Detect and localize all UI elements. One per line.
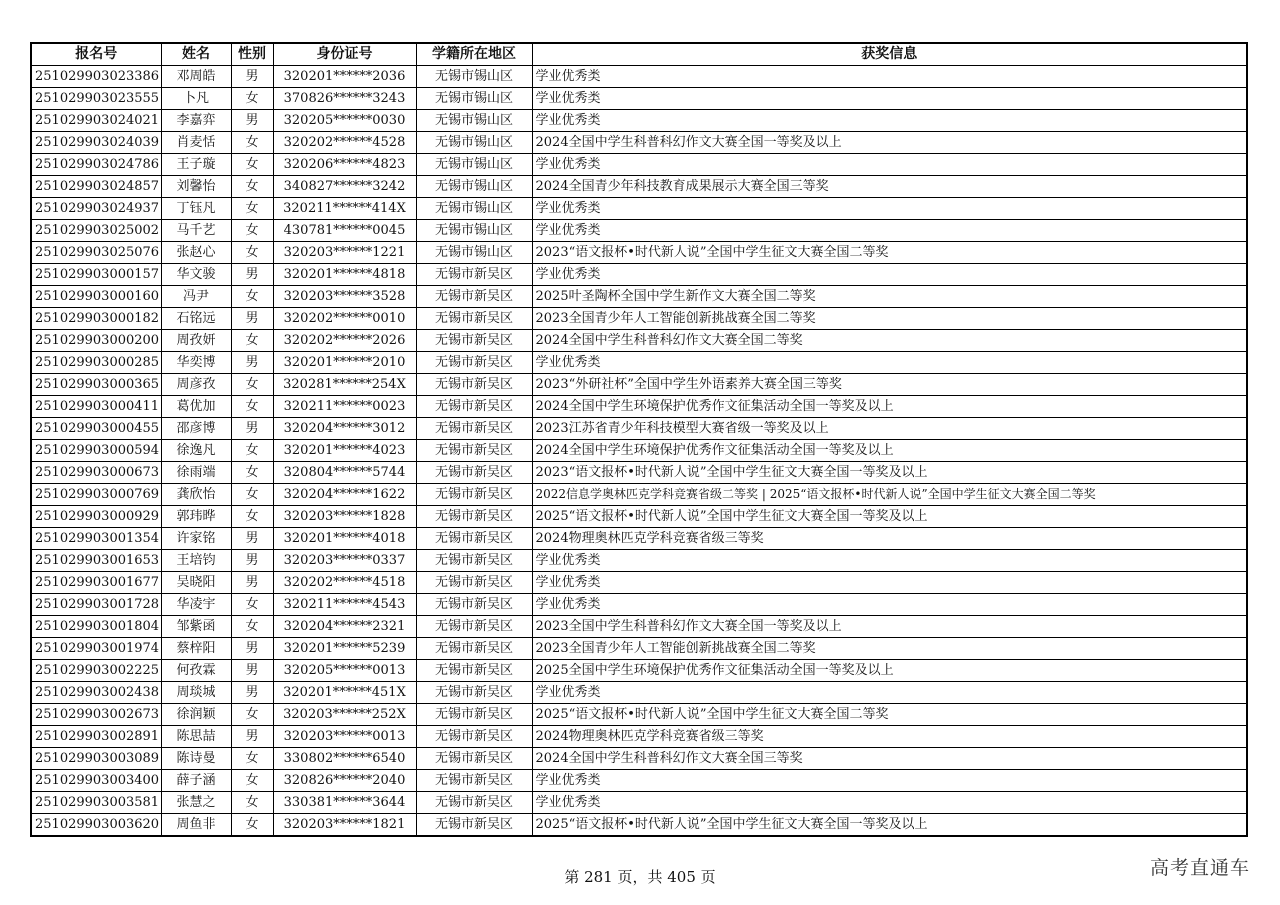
- name-cell: 华奕博: [161, 352, 231, 374]
- gender-cell: 女: [231, 198, 273, 220]
- header-region: 学籍所在地区: [416, 43, 532, 66]
- region-cell: 无锡市新吴区: [416, 594, 532, 616]
- id-card-cell: 320204******2321: [273, 616, 416, 638]
- name-cell: 徐雨端: [161, 462, 231, 484]
- name-cell: 肖麦恬: [161, 132, 231, 154]
- registration-number-cell: 251029903025002: [31, 220, 161, 242]
- id-card-cell: 320202******2026: [273, 330, 416, 352]
- gender-cell: 男: [231, 418, 273, 440]
- gender-cell: 女: [231, 616, 273, 638]
- region-cell: 无锡市新吴区: [416, 264, 532, 286]
- region-cell: 无锡市新吴区: [416, 396, 532, 418]
- registration-number-cell: 251029903003620: [31, 814, 161, 837]
- award-info-cell: 2025“语文报杯•时代新人说”全国中学生征文大赛全国一等奖及以上: [532, 814, 1247, 837]
- gender-cell: 女: [231, 484, 273, 506]
- region-cell: 无锡市新吴区: [416, 770, 532, 792]
- registration-number-cell: 251029903024786: [31, 154, 161, 176]
- id-card-cell: 320202******0010: [273, 308, 416, 330]
- registration-number-cell: 251029903000455: [31, 418, 161, 440]
- name-cell: 李嘉弈: [161, 110, 231, 132]
- id-card-cell: 430781******0045: [273, 220, 416, 242]
- region-cell: 无锡市新吴区: [416, 682, 532, 704]
- gender-cell: 女: [231, 286, 273, 308]
- name-cell: 郭玮晔: [161, 506, 231, 528]
- id-card-cell: 320206******4823: [273, 154, 416, 176]
- gender-cell: 女: [231, 814, 273, 837]
- table-row: [31, 352, 1247, 374]
- region-cell: 无锡市新吴区: [416, 418, 532, 440]
- award-info-cell: 2024全国中学生科普科幻作文大赛全国二等奖: [532, 330, 1247, 352]
- registration-number-cell: 251029903023386: [31, 66, 161, 88]
- id-card-cell: 320202******4528: [273, 132, 416, 154]
- roster-sheet: [30, 42, 1246, 837]
- gender-cell: 女: [231, 396, 273, 418]
- name-cell: 周琰城: [161, 682, 231, 704]
- id-card-cell: 320203******0013: [273, 726, 416, 748]
- name-cell: 许家铭: [161, 528, 231, 550]
- table-row: [31, 528, 1247, 550]
- registration-number-cell: 251029903000411: [31, 396, 161, 418]
- award-info-cell: 2024物理奥林匹克学科竞赛省级三等奖: [532, 528, 1247, 550]
- region-cell: 无锡市新吴区: [416, 506, 532, 528]
- id-card-cell: 320211******4543: [273, 594, 416, 616]
- region-cell: 无锡市新吴区: [416, 704, 532, 726]
- registration-number-cell: 251029903000673: [31, 462, 161, 484]
- table-row: [31, 396, 1247, 418]
- name-cell: 陈思喆: [161, 726, 231, 748]
- gender-cell: 男: [231, 638, 273, 660]
- registration-number-cell: 251029903024857: [31, 176, 161, 198]
- gender-cell: 女: [231, 374, 273, 396]
- region-cell: 无锡市锡山区: [416, 66, 532, 88]
- registration-number-cell: 251029903001804: [31, 616, 161, 638]
- table-row: [31, 198, 1247, 220]
- id-card-cell: 320202******4518: [273, 572, 416, 594]
- id-card-cell: 320281******254X: [273, 374, 416, 396]
- name-cell: 华文骏: [161, 264, 231, 286]
- registration-number-cell: 251029903001677: [31, 572, 161, 594]
- id-card-cell: 320205******0030: [273, 110, 416, 132]
- registration-number-cell: 251029903003089: [31, 748, 161, 770]
- name-cell: 徐逸凡: [161, 440, 231, 462]
- registration-number-cell: 251029903024021: [31, 110, 161, 132]
- award-info-cell: 2023“外研社杯”全国中学生外语素养大赛全国三等奖: [532, 374, 1247, 396]
- name-cell: 刘馨怡: [161, 176, 231, 198]
- gender-cell: 男: [231, 352, 273, 374]
- gender-cell: 男: [231, 308, 273, 330]
- gender-cell: 女: [231, 770, 273, 792]
- name-cell: 何孜霖: [161, 660, 231, 682]
- gender-cell: 男: [231, 66, 273, 88]
- table-row: [31, 814, 1247, 837]
- name-cell: 马千艺: [161, 220, 231, 242]
- gender-cell: 女: [231, 330, 273, 352]
- id-card-cell: 320203******1821: [273, 814, 416, 837]
- award-info-cell: 学业优秀类: [532, 550, 1247, 572]
- id-card-cell: 330802******6540: [273, 748, 416, 770]
- table-row: [31, 154, 1247, 176]
- registration-number-cell: 251029903000160: [31, 286, 161, 308]
- table-row: [31, 682, 1247, 704]
- award-info-cell: 2022信息学奥林匹克学科竞赛省级二等奖 | 2025“语文报杯•时代新人说”全国中学生征文大赛全国二等奖: [532, 484, 1247, 506]
- name-cell: 邹紫函: [161, 616, 231, 638]
- region-cell: 无锡市新吴区: [416, 440, 532, 462]
- gender-cell: 女: [231, 462, 273, 484]
- name-cell: 周孜妍: [161, 330, 231, 352]
- award-info-cell: 2024全国中学生环境保护优秀作文征集活动全国一等奖及以上: [532, 440, 1247, 462]
- region-cell: 无锡市新吴区: [416, 308, 532, 330]
- registration-number-cell: 251029903024039: [31, 132, 161, 154]
- gender-cell: 男: [231, 726, 273, 748]
- name-cell: 王培钧: [161, 550, 231, 572]
- region-cell: 无锡市新吴区: [416, 726, 532, 748]
- gender-cell: 男: [231, 550, 273, 572]
- page-number-footer: 第 281 页，共 405 页: [564, 868, 716, 886]
- id-card-cell: 320203******0337: [273, 550, 416, 572]
- region-cell: 无锡市新吴区: [416, 286, 532, 308]
- header-award-info: 获奖信息: [532, 43, 1247, 66]
- table-row: [31, 638, 1247, 660]
- registration-number-cell: 251029903024937: [31, 198, 161, 220]
- table-row: [31, 418, 1247, 440]
- gender-cell: 女: [231, 220, 273, 242]
- name-cell: 王子璇: [161, 154, 231, 176]
- region-cell: 无锡市新吴区: [416, 462, 532, 484]
- registration-number-cell: 251029903000200: [31, 330, 161, 352]
- award-info-cell: 学业优秀类: [532, 792, 1247, 814]
- table-row: [31, 660, 1247, 682]
- award-info-cell: 2023“语文报杯•时代新人说”全国中学生征文大赛全国一等奖及以上: [532, 462, 1247, 484]
- registration-number-cell: 251029903002891: [31, 726, 161, 748]
- region-cell: 无锡市新吴区: [416, 792, 532, 814]
- table-row: [31, 88, 1247, 110]
- region-cell: 无锡市锡山区: [416, 132, 532, 154]
- award-info-cell: 2024物理奥林匹克学科竞赛省级三等奖: [532, 726, 1247, 748]
- header-id-card: 身份证号: [273, 43, 416, 66]
- region-cell: 无锡市新吴区: [416, 748, 532, 770]
- id-card-cell: 320201******4023: [273, 440, 416, 462]
- award-info-cell: 学业优秀类: [532, 594, 1247, 616]
- table-body: [31, 66, 1247, 837]
- registration-number-cell: 251029903003581: [31, 792, 161, 814]
- region-cell: 无锡市新吴区: [416, 528, 532, 550]
- registration-number-cell: 251029903002438: [31, 682, 161, 704]
- table-row: [31, 506, 1247, 528]
- name-cell: 卜凡: [161, 88, 231, 110]
- name-cell: 薛子涵: [161, 770, 231, 792]
- name-cell: 吴晓阳: [161, 572, 231, 594]
- gender-cell: 男: [231, 528, 273, 550]
- name-cell: 葛优加: [161, 396, 231, 418]
- award-info-cell: 学业优秀类: [532, 198, 1247, 220]
- registration-number-cell: 251029903000594: [31, 440, 161, 462]
- id-card-cell: 320201******4018: [273, 528, 416, 550]
- table-row: [31, 704, 1247, 726]
- id-card-cell: 320201******2036: [273, 66, 416, 88]
- gender-cell: 女: [231, 506, 273, 528]
- gender-cell: 男: [231, 572, 273, 594]
- name-cell: 邵彦博: [161, 418, 231, 440]
- region-cell: 无锡市锡山区: [416, 220, 532, 242]
- table-row: [31, 440, 1247, 462]
- gender-cell: 女: [231, 440, 273, 462]
- award-info-cell: 2024全国青少年科技教育成果展示大赛全国三等奖: [532, 176, 1247, 198]
- award-info-cell: 2024全国中学生科普科幻作文大赛全国三等奖: [532, 748, 1247, 770]
- table-row: [31, 242, 1247, 264]
- award-info-cell: 2023全国青少年人工智能创新挑战赛全国二等奖: [532, 638, 1247, 660]
- id-card-cell: 320211******414X: [273, 198, 416, 220]
- gender-cell: 女: [231, 154, 273, 176]
- table-row: [31, 286, 1247, 308]
- award-info-cell: 学业优秀类: [532, 770, 1247, 792]
- region-cell: 无锡市锡山区: [416, 176, 532, 198]
- award-info-cell: 2025叶圣陶杯全国中学生新作文大赛全国二等奖: [532, 286, 1247, 308]
- table-row: [31, 110, 1247, 132]
- registration-number-cell: 251029903002673: [31, 704, 161, 726]
- region-cell: 无锡市新吴区: [416, 484, 532, 506]
- gender-cell: 女: [231, 704, 273, 726]
- registration-number-cell: 251029903001728: [31, 594, 161, 616]
- gender-cell: 女: [231, 176, 273, 198]
- award-info-cell: 2023“语文报杯•时代新人说”全国中学生征文大赛全国二等奖: [532, 242, 1247, 264]
- name-cell: 冯尹: [161, 286, 231, 308]
- id-card-cell: 320826******2040: [273, 770, 416, 792]
- award-info-cell: 2023全国青少年人工智能创新挑战赛全国二等奖: [532, 308, 1247, 330]
- table-row: [31, 572, 1247, 594]
- region-cell: 无锡市新吴区: [416, 616, 532, 638]
- gender-cell: 男: [231, 264, 273, 286]
- award-info-cell: 学业优秀类: [532, 682, 1247, 704]
- registration-number-cell: 251029903001974: [31, 638, 161, 660]
- id-card-cell: 320211******0023: [273, 396, 416, 418]
- header-name: 姓名: [161, 43, 231, 66]
- table-row: [31, 594, 1247, 616]
- award-info-cell: 学业优秀类: [532, 572, 1247, 594]
- table-row: [31, 748, 1247, 770]
- table-row: [31, 770, 1247, 792]
- award-info-cell: 学业优秀类: [532, 264, 1247, 286]
- region-cell: 无锡市锡山区: [416, 110, 532, 132]
- name-cell: 张慧之: [161, 792, 231, 814]
- registration-number-cell: 251029903000285: [31, 352, 161, 374]
- id-card-cell: 320201******2010: [273, 352, 416, 374]
- table-row: [31, 66, 1247, 88]
- id-card-cell: 320201******451X: [273, 682, 416, 704]
- table-row: [31, 374, 1247, 396]
- registration-number-cell: 251029903000157: [31, 264, 161, 286]
- header-registration-number: 报名号: [31, 43, 161, 66]
- registration-number-cell: 251029903000769: [31, 484, 161, 506]
- id-card-cell: 320205******0013: [273, 660, 416, 682]
- award-info-cell: 学业优秀类: [532, 66, 1247, 88]
- name-cell: 陈诗曼: [161, 748, 231, 770]
- award-info-cell: 2024全国中学生环境保护优秀作文征集活动全国一等奖及以上: [532, 396, 1247, 418]
- award-info-cell: 学业优秀类: [532, 352, 1247, 374]
- region-cell: 无锡市锡山区: [416, 198, 532, 220]
- registration-number-cell: 251029903000365: [31, 374, 161, 396]
- gender-cell: 女: [231, 88, 273, 110]
- id-card-cell: 320203******3528: [273, 286, 416, 308]
- table-row: [31, 220, 1247, 242]
- gender-cell: 女: [231, 748, 273, 770]
- watermark-text: 高考直通车: [1149, 857, 1250, 879]
- gender-cell: 男: [231, 682, 273, 704]
- name-cell: 石铭远: [161, 308, 231, 330]
- registration-number-cell: 251029903023555: [31, 88, 161, 110]
- award-info-cell: 2023江苏省青少年科技模型大赛省级一等奖及以上: [532, 418, 1247, 440]
- id-card-cell: 320204******3012: [273, 418, 416, 440]
- award-info-cell: 学业优秀类: [532, 110, 1247, 132]
- gender-cell: 男: [231, 110, 273, 132]
- award-info-cell: 学业优秀类: [532, 220, 1247, 242]
- region-cell: 无锡市锡山区: [416, 88, 532, 110]
- name-cell: 蔡梓阳: [161, 638, 231, 660]
- table-row: [31, 330, 1247, 352]
- registration-number-cell: 251029903003400: [31, 770, 161, 792]
- table-row: [31, 264, 1247, 286]
- gender-cell: 女: [231, 132, 273, 154]
- award-info-cell: 2025“语文报杯•时代新人说”全国中学生征文大赛全国二等奖: [532, 704, 1247, 726]
- table-row: [31, 550, 1247, 572]
- header-gender: 性别: [231, 43, 273, 66]
- registration-number-cell: 251029903000182: [31, 308, 161, 330]
- id-card-cell: 320203******1221: [273, 242, 416, 264]
- region-cell: 无锡市新吴区: [416, 550, 532, 572]
- registration-number-cell: 251029903001354: [31, 528, 161, 550]
- registration-number-cell: 251029903001653: [31, 550, 161, 572]
- name-cell: 徐润颖: [161, 704, 231, 726]
- table-row: [31, 308, 1247, 330]
- region-cell: 无锡市新吴区: [416, 572, 532, 594]
- region-cell: 无锡市锡山区: [416, 242, 532, 264]
- award-info-cell: 学业优秀类: [532, 154, 1247, 176]
- region-cell: 无锡市锡山区: [416, 154, 532, 176]
- region-cell: 无锡市新吴区: [416, 660, 532, 682]
- award-roster-table: [30, 42, 1248, 837]
- id-card-cell: 370826******3243: [273, 88, 416, 110]
- region-cell: 无锡市新吴区: [416, 374, 532, 396]
- id-card-cell: 320201******4818: [273, 264, 416, 286]
- region-cell: 无锡市新吴区: [416, 814, 532, 837]
- region-cell: 无锡市新吴区: [416, 352, 532, 374]
- name-cell: 邓周皓: [161, 66, 231, 88]
- name-cell: 丁钰凡: [161, 198, 231, 220]
- gender-cell: 女: [231, 792, 273, 814]
- name-cell: 龚欣怡: [161, 484, 231, 506]
- name-cell: 华凌宇: [161, 594, 231, 616]
- table-row: [31, 792, 1247, 814]
- id-card-cell: 320804******5744: [273, 462, 416, 484]
- gender-cell: 女: [231, 242, 273, 264]
- table-header-row: [31, 43, 1247, 66]
- award-info-cell: 2023全国中学生科普科幻作文大赛全国一等奖及以上: [532, 616, 1247, 638]
- id-card-cell: 330381******3644: [273, 792, 416, 814]
- award-info-cell: 2024全国中学生科普科幻作文大赛全国一等奖及以上: [532, 132, 1247, 154]
- gender-cell: 男: [231, 660, 273, 682]
- table-row: [31, 462, 1247, 484]
- table-row: [31, 176, 1247, 198]
- region-cell: 无锡市新吴区: [416, 330, 532, 352]
- gender-cell: 女: [231, 594, 273, 616]
- award-info-cell: 学业优秀类: [532, 88, 1247, 110]
- registration-number-cell: 251029903002225: [31, 660, 161, 682]
- table-row: [31, 616, 1247, 638]
- award-info-cell: 2025全国中学生环境保护优秀作文征集活动全国一等奖及以上: [532, 660, 1247, 682]
- table-row: [31, 484, 1247, 506]
- id-card-cell: 320203******1828: [273, 506, 416, 528]
- registration-number-cell: 251029903025076: [31, 242, 161, 264]
- name-cell: 周鱼非: [161, 814, 231, 837]
- registration-number-cell: 251029903000929: [31, 506, 161, 528]
- id-card-cell: 320203******252X: [273, 704, 416, 726]
- name-cell: 周彦孜: [161, 374, 231, 396]
- table-row: [31, 132, 1247, 154]
- award-info-cell: 2025“语文报杯•时代新人说”全国中学生征文大赛全国一等奖及以上: [532, 506, 1247, 528]
- id-card-cell: 320201******5239: [273, 638, 416, 660]
- region-cell: 无锡市新吴区: [416, 638, 532, 660]
- id-card-cell: 320204******1622: [273, 484, 416, 506]
- name-cell: 张赵心: [161, 242, 231, 264]
- id-card-cell: 340827******3242: [273, 176, 416, 198]
- table-row: [31, 726, 1247, 748]
